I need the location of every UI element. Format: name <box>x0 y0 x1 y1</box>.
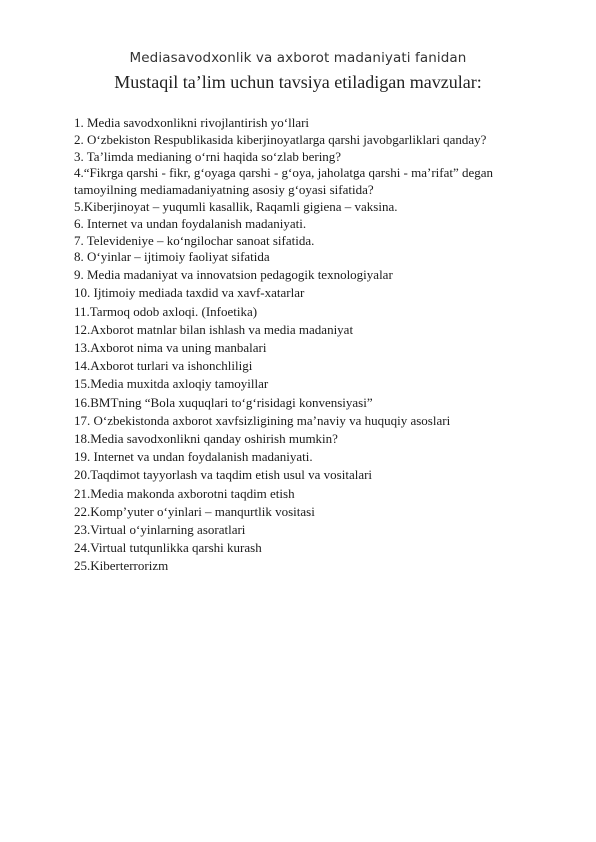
topic-item: 4.“Fikrga qarshi - fikr, g‘oyaga qarshi - g‘oya, jaholatga qarshi - ma’rifat” degan tamoyilning mediamadaniyatning asosiy g‘oyasi sifatida? <box>74 165 494 198</box>
topic-item: 14.Axborot turlari va ishonchliligi <box>74 358 253 374</box>
topic-item: 19. Internet va undan foydalanish madaniyati. <box>74 449 313 465</box>
topic-item: 6. Internet va undan foydalanish madaniyati. <box>74 215 307 231</box>
topic-item: 22.Komp’yuter o‘yinlari – manqurtlik vositasi <box>74 503 315 519</box>
document-subtitle: Mediasavodxonlik va axborot madaniyati fanidan <box>129 50 467 66</box>
topic-item: 9. Media madaniyat va innovatsion pedagogik texnologiyalar <box>74 267 393 283</box>
topic-item: 10. Ijtimoiy mediada taxdid va xavf-xatarlar <box>74 285 305 301</box>
topic-item: 7. Televideniye – ko‘ngilochar sanoat sifatida. <box>74 232 315 248</box>
document-title: Mustaqil ta’lim uchun tavsiya etiladigan mavzular: <box>114 72 482 92</box>
topic-item: 12.Axborot matnlar bilan ishlash va media madaniyat <box>74 321 354 337</box>
topic-item: 3. Ta’limda medianing o‘rni haqida so‘zlab bering? <box>74 148 342 164</box>
topic-item: 23.Virtual o‘yinlarning asoratlari <box>74 522 246 538</box>
topic-item: 2. O‘zbekiston Respublikasida kiberjinoyatlarga qarshi javobgarliklari qanday? <box>74 131 487 147</box>
topic-list <box>74 115 544 576</box>
topic-item: 15.Media muxitda axloqiy tamoyillar <box>74 376 269 392</box>
topic-item: 21.Media makonda axborotni taqdim etish <box>74 485 295 501</box>
topic-item: 24.Virtual tutqunlikka qarshi kurash <box>74 540 262 556</box>
topic-item: 20.Taqdimot tayyorlash va taqdim etish usul va vositalari <box>74 467 373 483</box>
topic-item: 5.Kiberjinoyat – yuqumli kasallik, Raqamli gigiena – vaksina. <box>74 198 398 214</box>
topic-item: 18.Media savodxonlikni qanday oshirish mumkin? <box>74 431 338 446</box>
topic-item: 17. O‘zbekistonda axborot xavfsizligining ma’naviy va huquqiy asoslari <box>74 412 451 428</box>
topic-item: 16.BMTning “Bola xuquqlari to‘g‘risidagi konvensiyasi” <box>74 394 373 410</box>
topic-item: 13.Axborot nima va uning manbalari <box>74 339 267 355</box>
topic-item: 11.Tarmoq odob axloqi. (Infoetika) <box>74 303 258 319</box>
topic-item: 1. Media savodxonlikni rivojlantirish yo‘llari <box>74 115 310 130</box>
topic-item: 8. O‘yinlar – ijtimoiy faoliyat sifatida <box>74 249 270 265</box>
topic-item: 25.Kiberterrorizm <box>74 558 169 574</box>
